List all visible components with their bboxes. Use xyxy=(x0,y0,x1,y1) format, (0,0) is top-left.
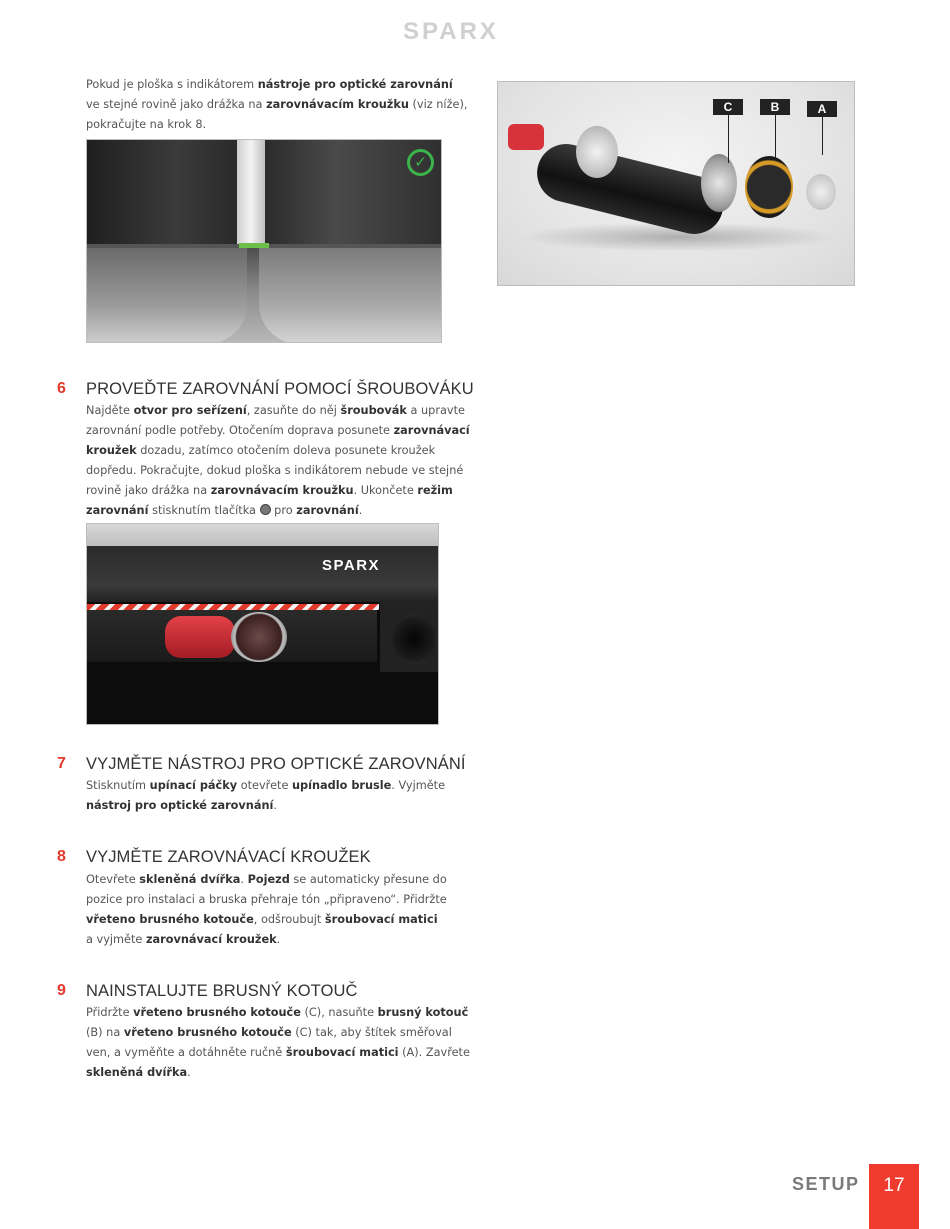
machine-brand-logo: SPARX xyxy=(322,557,381,574)
step-6-number: 6 xyxy=(57,380,66,397)
alignment-indicator-mark xyxy=(239,243,269,248)
step-6-title: PROVEĎTE ZAROVNÁNÍ POMOCÍ ŠROUBOVÁKU xyxy=(86,380,474,398)
step-9-title: NAINSTALUJTE BRUSNÝ KOTOUČ xyxy=(86,982,358,1000)
step-9-number: 9 xyxy=(57,982,66,999)
section-label: SETUP xyxy=(792,1174,860,1194)
step-8-text: Otevřete skleněná dvířka. Pojezd se automaticky přesune do pozice pro instalaci a bruska přehraje tón „připraveno“. Přidržte vřeteno brusného kotouče, odšroubujt šroubovací matici a vyjměte zarovnávací kroužek. xyxy=(86,873,447,946)
step-6-text: Najděte otvor pro seřízení, zasuňte do něj šroubovák a upravte zarovnání podle potřeby. Otočením doprava posunete zarovnávací kroužek dozadu, zatímco otočením doleva posunete kroužek dopředu. Pokračujte, dokud ploška s indikátorem nebude ve stejné rovině jako drážka na zarovnávacím kroužku. Ukončete režim zarovnání stisknutím tlačítka pro zarovnání. xyxy=(86,404,470,517)
machine-front-image xyxy=(86,523,439,725)
checkmark-icon: ✓ xyxy=(407,149,434,176)
step-7-number: 7 xyxy=(57,755,66,772)
step-8-number: 8 xyxy=(57,848,66,865)
label-c: C xyxy=(713,99,743,115)
alignment-button-icon xyxy=(260,504,271,515)
label-a: A xyxy=(807,101,837,117)
label-b: B xyxy=(760,99,790,115)
alignment-groove-image xyxy=(86,139,442,343)
step-8-title: VYJMĚTE ZAROVNÁVACÍ KROUŽEK xyxy=(86,848,371,866)
sparx-logo: SPARX xyxy=(403,18,499,45)
step-7-text: Stisknutím upínací páčky otevřete upínadlo brusle. Vyjměte nástroj pro optické zarovnání. xyxy=(86,779,446,812)
spindle-exploded-image xyxy=(497,81,855,286)
page-number: 17 xyxy=(869,1164,919,1229)
step-7-title: VYJMĚTE NÁSTROJ PRO OPTICKÉ ZAROVNÁNÍ xyxy=(86,755,466,773)
step-9-text: Přidržte vřeteno brusného kotouče (C), nasuňte brusný kotouč (B) na vřeteno brusného kotouče (C) tak, aby štítek směřoval ven, a vyměňte a dotáhněte ručně šroubovací matici (A). Zavřete skleněná dvířka. xyxy=(86,1006,470,1079)
intro-paragraph: Pokud je ploška s indikátorem nástroje pro optické zarovnání ve stejné rovině jako drážka na zarovnávacím kroužku (viz níže), pokračujte na krok 8. xyxy=(86,78,468,131)
